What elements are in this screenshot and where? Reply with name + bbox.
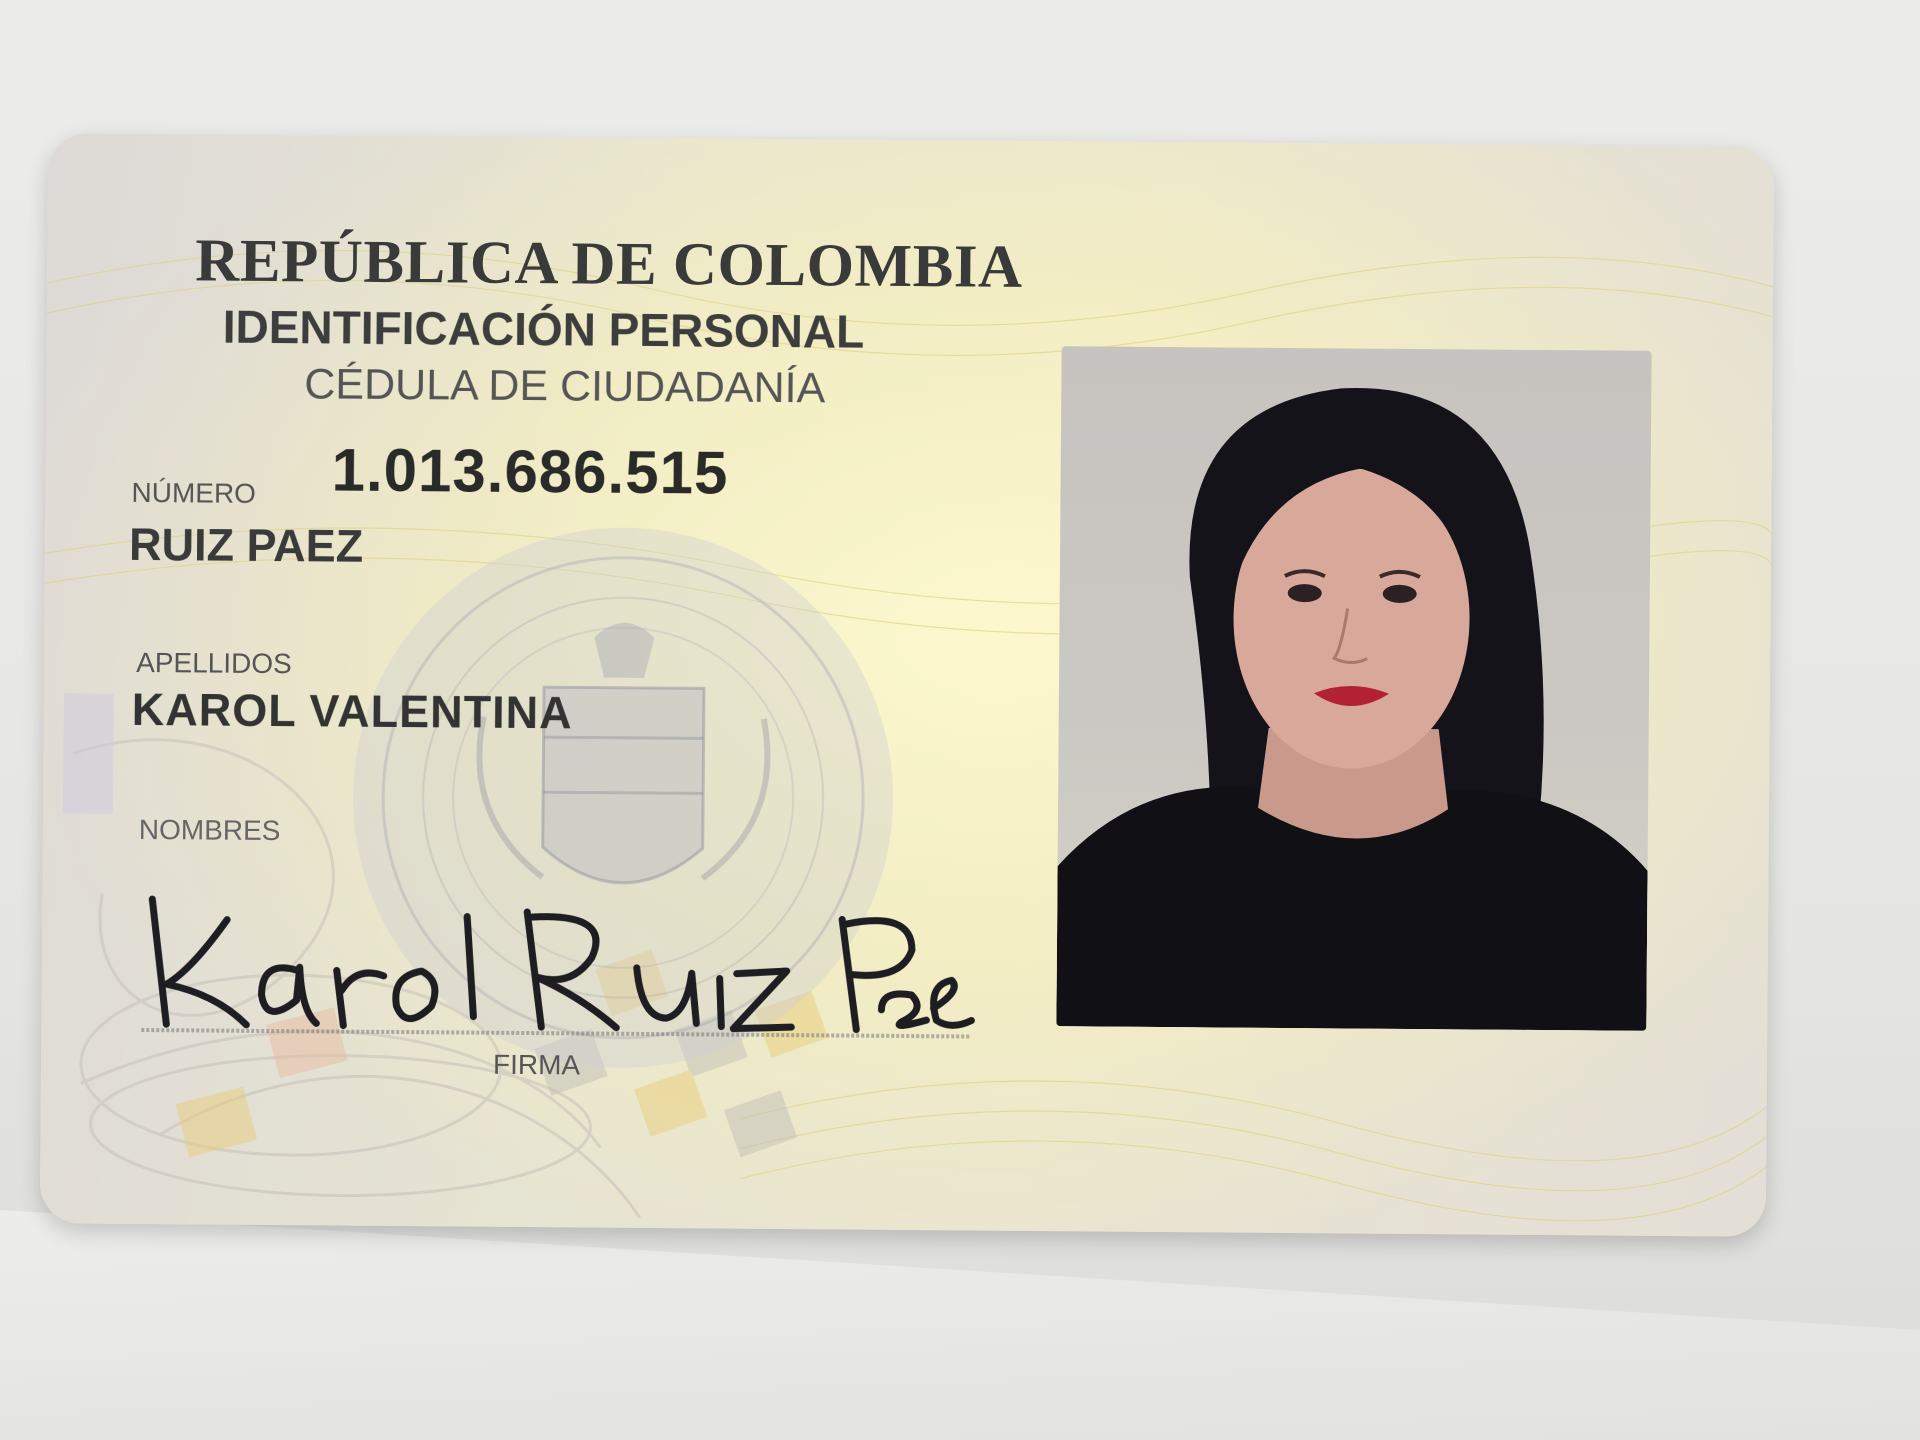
given-names-value: KAROL VALENTINA <box>131 683 573 739</box>
document-name: CÉDULA DE CIUDADANÍA <box>304 360 826 413</box>
holder-photo <box>1056 346 1651 1031</box>
surname-label: APELLIDOS <box>136 646 292 680</box>
signature-label: FIRMA <box>492 1048 581 1081</box>
given-names-label: NOMBRES <box>138 813 281 847</box>
id-card <box>40 133 1775 1237</box>
country-title: REPÚBLICA DE COLOMBIA <box>195 227 1023 301</box>
surname-value: RUIZ PAEZ <box>128 518 364 572</box>
document-type: IDENTIFICACIÓN PERSONAL <box>222 300 865 358</box>
id-number-value: 1.013.686.515 <box>331 436 729 507</box>
portrait-image <box>1056 346 1651 1031</box>
id-number-label: NÚMERO <box>131 476 257 509</box>
